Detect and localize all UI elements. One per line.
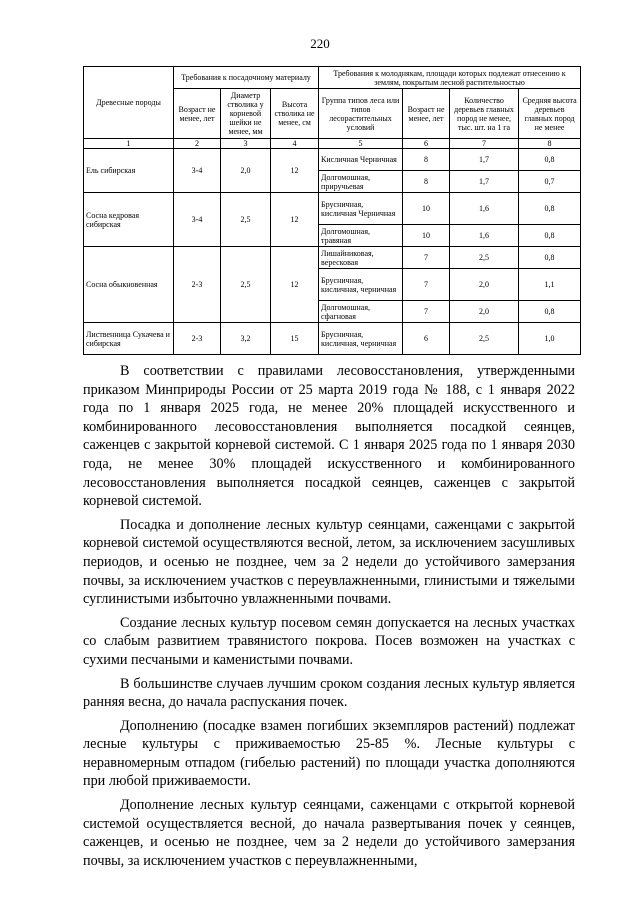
column-number: 8: [519, 139, 581, 149]
forest-type-cell: Кисличная Черничная: [319, 149, 403, 171]
table-row: [84, 247, 581, 269]
paragraph: Создание лесных культур посевом семян допускается на лесных участках со слабым развитием травянистого покрова. Посев возможен на участках с сухими песчаными и каменистыми почвами.: [83, 614, 575, 668]
average-height-cell: 0,8: [519, 193, 581, 225]
young-age-cell: 10: [403, 193, 450, 225]
paragraph: Дополнение лесных культур сеянцами, саженцами с открытой корневой системой осуществляется весной, до начала развертывания почек у сеянцев, саженцев, и осенью не позднее, чем за 2 недели до устойчивого замерзания почвы, за исключением участков с переувлажненными,: [83, 797, 575, 869]
tree-count-cell: 1,7: [450, 149, 519, 171]
young-age-cell: 7: [403, 247, 450, 269]
header-diameter: Диаметр стволика у корневой шейки не менее, мм: [221, 89, 271, 139]
tree-count-cell: 2,0: [450, 269, 519, 301]
column-number: 3: [221, 139, 271, 149]
column-number: 1: [84, 139, 174, 149]
paragraph: В большинстве случаев лучшим сроком создания лесных культур является ранняя весна, до начала распускания почек.: [83, 675, 575, 711]
height-cell: 12: [271, 193, 319, 247]
table-row: [84, 193, 581, 225]
average-height-cell: 1,1: [519, 269, 581, 301]
column-number: 4: [271, 139, 319, 149]
paragraph: Посадка и дополнение лесных культур сеянцами, саженцами с закрытой корневой системой осуществляются весной, летом, за исключением засушливых периодов, и осенью не позднее, чем за 2 недели до устойчивого замерзания почвы, за исключением участков с переувлажненными, глинистыми и тяжелыми суглинистыми избыточно увлажненными почвами.: [83, 516, 575, 608]
header-height: Высота стволика не менее, см: [271, 89, 319, 139]
header-average-height: Средняя высота деревьев главных пород не менее: [519, 89, 581, 139]
page-number: 220: [310, 36, 330, 51]
tree-count-cell: 1,6: [450, 225, 519, 247]
forest-type-cell: Долгомошная, сфагновая: [319, 301, 403, 323]
average-height-cell: 0,8: [519, 301, 581, 323]
young-age-cell: 10: [403, 225, 450, 247]
forest-type-cell: Долгомошная, травяная: [319, 225, 403, 247]
forest-type-cell: Брусничная, кисличная, черничная: [319, 323, 403, 355]
header-age-young: Возраст не менее, лет: [403, 89, 450, 139]
average-height-cell: 0,8: [519, 247, 581, 269]
average-height-cell: 1,0: [519, 323, 581, 355]
average-height-cell: 0,8: [519, 225, 581, 247]
height-cell: 12: [271, 247, 319, 323]
average-height-cell: 0,7: [519, 171, 581, 193]
header-species: Древесные породы: [84, 67, 174, 139]
header-age: Возраст не менее, лет: [174, 89, 221, 139]
diameter-cell: 2,0: [221, 149, 271, 193]
column-number: 6: [403, 139, 450, 149]
tree-count-cell: 2,5: [450, 323, 519, 355]
height-cell: 15: [271, 323, 319, 355]
tree-count-cell: 2,0: [450, 301, 519, 323]
tree-count-cell: 1,6: [450, 193, 519, 225]
height-cell: 12: [271, 149, 319, 193]
paragraph: Дополнению (посадке взамен погибших экземпляров растений) подлежат лесные культуры с приживаемостью 25-85 %. Лесные культуры с неравномерным отпадом (гибелью растений) по площади участка дополняются при любой приживаемости.: [83, 717, 575, 790]
header-young-stands: Требования к молоднякам, площади которых подлежат отнесению к землям, покрытым лесной растительностью: [319, 67, 581, 89]
header-tree-count: Количество деревьев главных пород не менее, тыс. шт. на 1 га: [450, 89, 519, 139]
diameter-cell: 2,5: [221, 247, 271, 323]
table-row: [84, 149, 581, 171]
seedling-age-cell: 3-4: [174, 193, 221, 247]
species-cell: Сосна кедровая сибирская: [84, 193, 174, 247]
young-age-cell: 8: [403, 171, 450, 193]
young-age-cell: 8: [403, 149, 450, 171]
header-planting-material: Требования к посадочному материалу: [174, 67, 319, 89]
average-height-cell: 0,8: [519, 149, 581, 171]
tree-count-cell: 2,5: [450, 247, 519, 269]
young-age-cell: 7: [403, 269, 450, 301]
requirements-table: [83, 66, 581, 355]
forest-type-cell: Брусничная, кисличная, черничная: [319, 269, 403, 301]
tree-count-cell: 1,7: [450, 171, 519, 193]
young-age-cell: 6: [403, 323, 450, 355]
species-cell: Сосна обыкновенная: [84, 247, 174, 323]
young-age-cell: 7: [403, 301, 450, 323]
header-forest-type: Группа типов леса или типов лесорастительных условий: [319, 89, 403, 139]
table-row: [84, 323, 581, 355]
species-cell: Лиственница Сукачева и сибирская: [84, 323, 174, 355]
seedling-age-cell: 2-3: [174, 323, 221, 355]
seedling-age-cell: 2-3: [174, 247, 221, 323]
column-number: 5: [319, 139, 403, 149]
species-cell: Ель сибирская: [84, 149, 174, 193]
paragraph: В соответствии с правилами лесовосстановления, утвержденными приказом Минприроды России от 25 марта 2019 года № 188, с 1 января 2022 года по 1 января 2025 года, не менее 20% площадей искусственного и комбинированного лесовосстановления выполняется посадкой сеянцев, саженцев с закрытой корневой системой. С 1 января 2025 года по 1 января 2030 года, не менее 30% площадей искусственного и комбинированного лесовосстановления выполняется посадкой сеянцев, саженцев с закрытой корневой системой.: [83, 363, 575, 510]
column-number: 2: [174, 139, 221, 149]
diameter-cell: 3,2: [221, 323, 271, 355]
seedling-age-cell: 3-4: [174, 149, 221, 193]
body-text: [83, 362, 575, 875]
forest-type-cell: Долгомошная, приручьевая: [319, 171, 403, 193]
forest-type-cell: Лишайниковая, вересковая: [319, 247, 403, 269]
column-number: 7: [450, 139, 519, 149]
forest-type-cell: Брусничная, кисличная Черничная: [319, 193, 403, 225]
diameter-cell: 2,5: [221, 193, 271, 247]
